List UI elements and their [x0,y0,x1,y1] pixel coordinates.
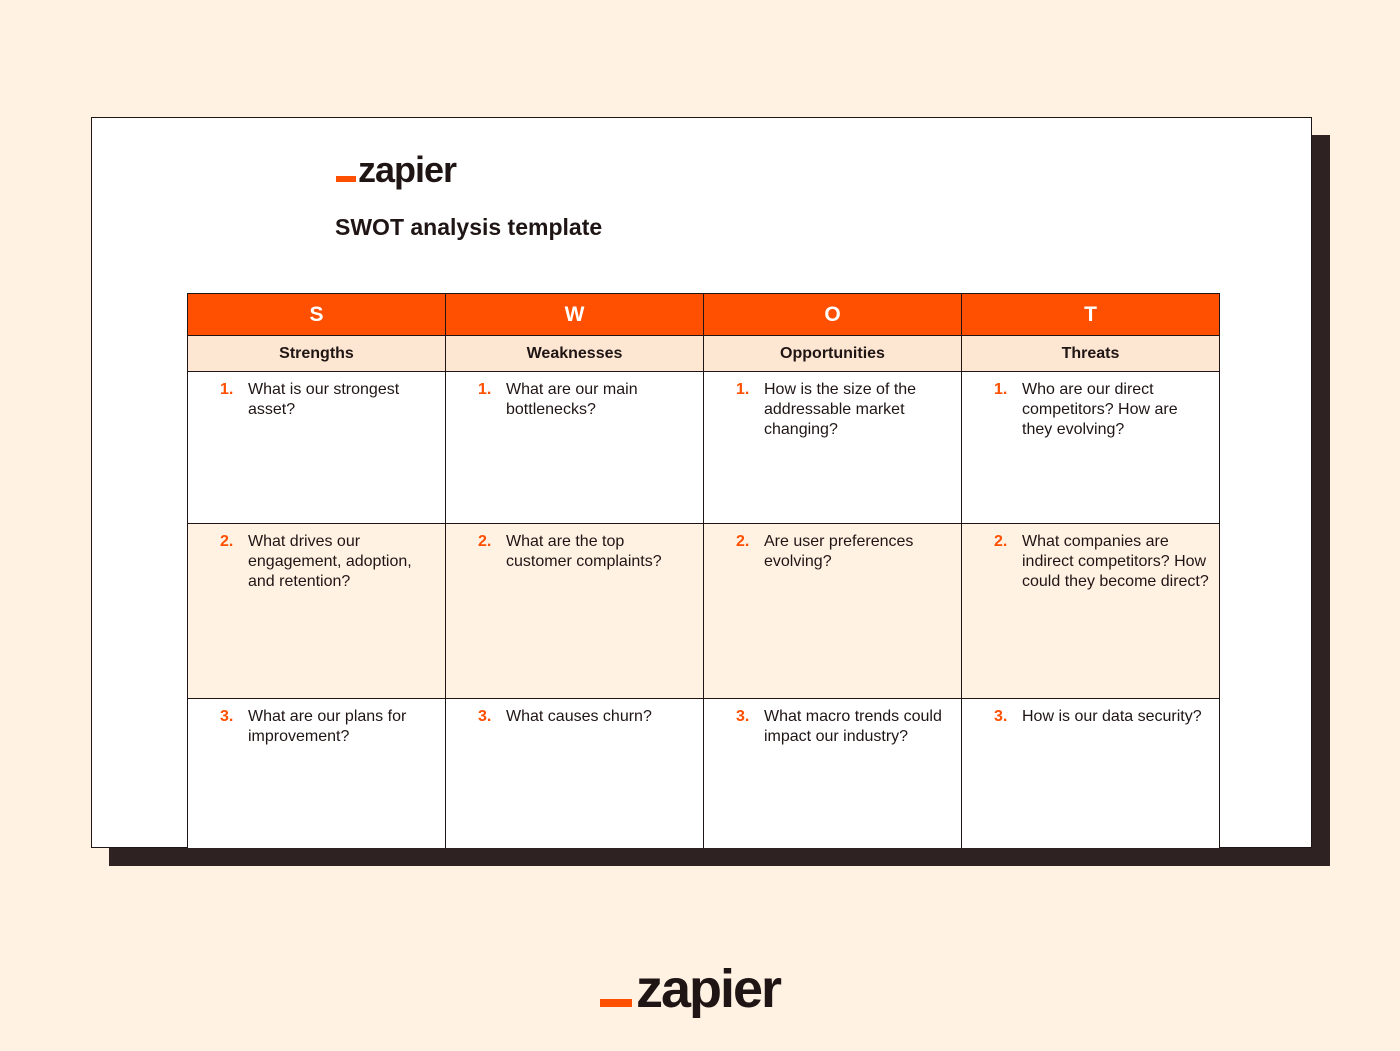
item-number: 3. [736,708,750,725]
logo-underscore-icon [336,176,356,182]
logo-underscore-icon [600,999,632,1007]
column-name-threats: Threats [962,336,1220,372]
item-number: 1. [220,381,234,398]
name-header-row [188,336,1220,372]
table-cell [446,699,704,848]
column-name-weaknesses: Weaknesses [446,336,704,372]
item-number: 1. [994,381,1008,398]
table-cell [446,372,704,524]
table-cell [962,372,1220,524]
logo-wordmark: zapier [636,959,781,1019]
item-question: What drives our engagement, adoption, and retention? [248,533,412,590]
logo-wordmark: zapier [358,149,457,190]
item-number: 1. [736,381,750,398]
item-number: 1. [478,381,492,398]
list-item [478,532,693,572]
list-item [736,380,951,440]
list-item [220,532,435,592]
table-cell [446,524,704,699]
item-question: What companies are indirect competitors? How could they become direct? [1022,533,1209,590]
table-cell [188,699,446,848]
item-question: Who are our direct competitors? How are they evolving? [1022,381,1178,438]
table-cell [704,699,962,848]
table-cell [704,372,962,524]
item-number: 3. [994,708,1008,725]
list-item [994,380,1209,440]
swot-table [187,293,1220,848]
table-cell [962,699,1220,848]
list-item [994,532,1209,592]
list-item [736,707,951,747]
zapier-logo [336,149,457,190]
item-number: 3. [220,708,234,725]
column-name-strengths: Strengths [188,336,446,372]
item-question: What are the top customer complaints? [506,533,662,570]
list-item [736,532,951,572]
table-cell [704,524,962,699]
list-item [478,380,693,420]
table-cell [188,524,446,699]
table-cell [188,372,446,524]
item-number: 2. [478,533,492,550]
item-question: What causes churn? [506,708,652,725]
list-item [994,707,1209,727]
column-letter-o: O [704,294,962,336]
item-number: 3. [478,708,492,725]
document-title: SWOT analysis template [335,214,603,240]
item-number: 2. [736,533,750,550]
item-question: What are our plans for improvement? [248,708,407,745]
item-number: 2. [220,533,234,550]
letter-header-row [188,294,1220,336]
item-question: What are our main bottlenecks? [506,381,638,418]
list-item [220,707,435,747]
item-question: What macro trends could impact our industry? [764,708,942,745]
table-row [188,372,1220,524]
item-question: How is the size of the addressable market changing? [764,381,917,438]
table-row [188,699,1220,848]
item-number: 2. [994,533,1008,550]
column-letter-w: W [446,294,704,336]
item-question: What is our strongest asset? [248,381,400,418]
list-item [478,707,693,727]
table-row [188,524,1220,699]
list-item [220,380,435,420]
item-question: How is our data security? [1022,708,1202,725]
table-cell [962,524,1220,699]
column-letter-t: T [962,294,1220,336]
template-card [91,117,1312,848]
footer-zapier-logo [600,959,781,1019]
column-name-opportunities: Opportunities [704,336,962,372]
column-letter-s: S [188,294,446,336]
item-question: Are user preferences evolving? [764,533,914,570]
